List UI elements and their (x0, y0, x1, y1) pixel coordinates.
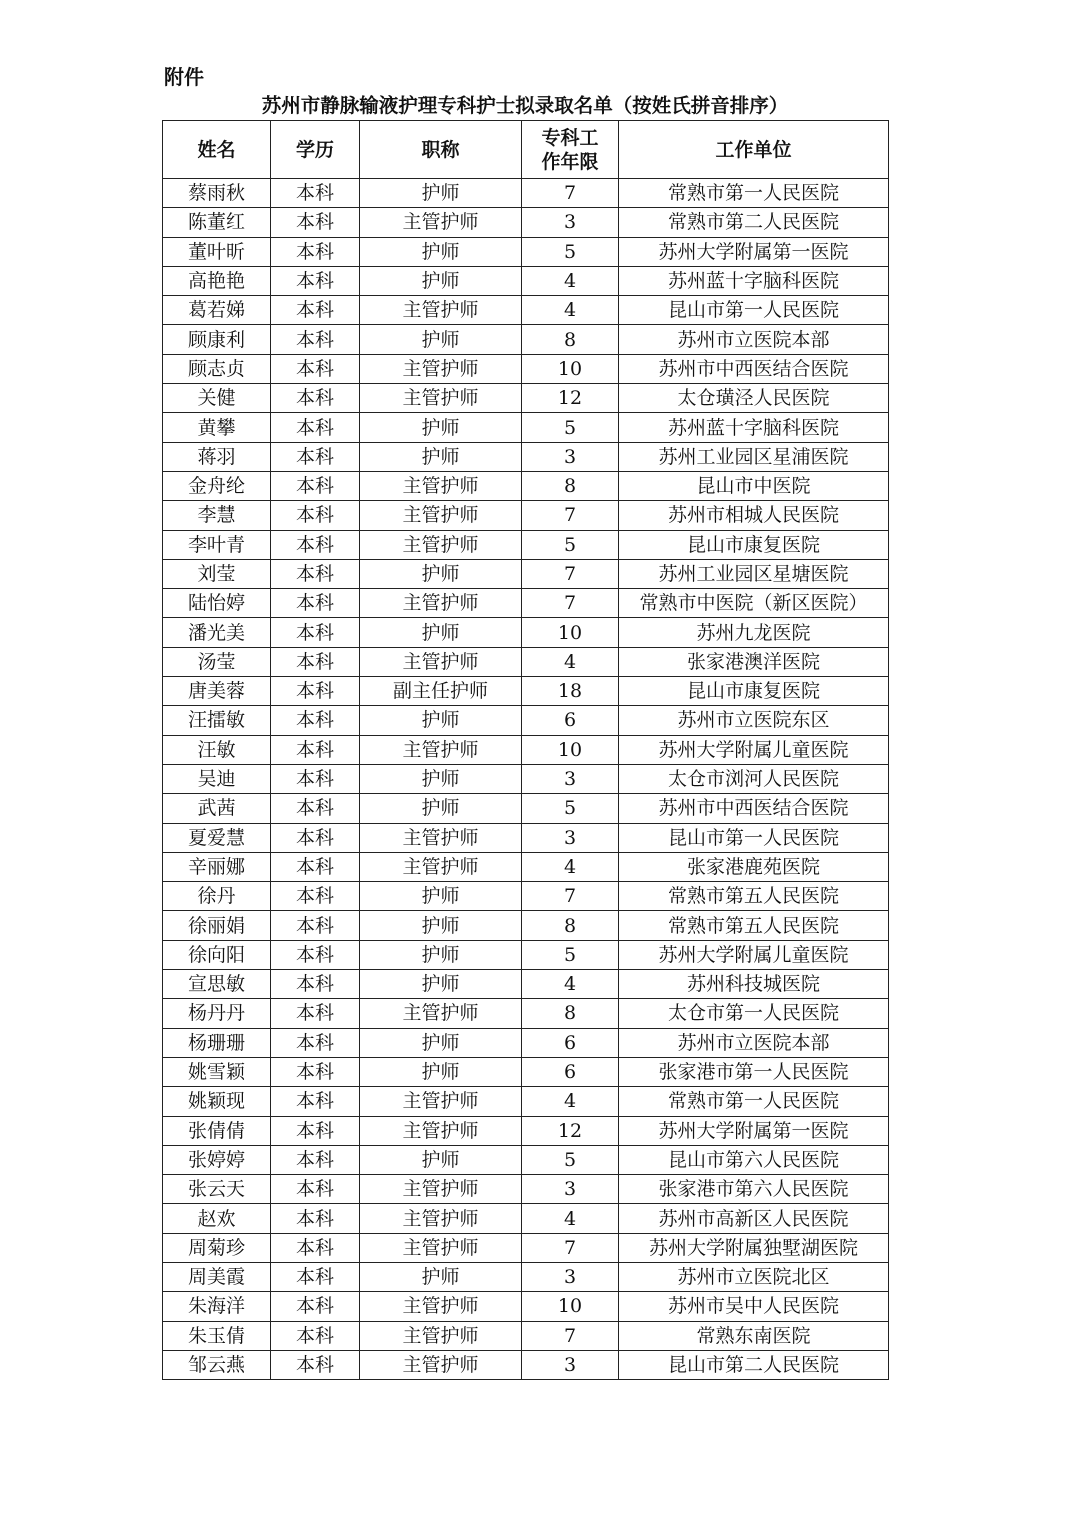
cell-years: 6 (522, 1057, 619, 1086)
attachment-label: 附件 (164, 65, 204, 89)
cell-title: 主管护师 (360, 852, 522, 881)
cell-education: 本科 (271, 559, 360, 588)
cell-education: 本科 (271, 618, 360, 647)
cell-unit: 张家港市第一人民医院 (619, 1057, 889, 1086)
cell-title: 护师 (360, 794, 522, 823)
cell-unit: 昆山市第二人民医院 (619, 1350, 889, 1379)
cell-name: 蔡雨秋 (163, 179, 271, 208)
cell-unit: 苏州市立医院本部 (619, 1028, 889, 1057)
cell-unit: 太仓市浏河人民医院 (619, 764, 889, 793)
cell-unit: 苏州蓝十字脑科医院 (619, 413, 889, 442)
table-row (163, 1292, 889, 1321)
cell-title: 护师 (360, 940, 522, 969)
header-years-line1: 专科工 (541, 126, 599, 149)
cell-title: 主管护师 (360, 589, 522, 618)
cell-years: 5 (522, 530, 619, 559)
cell-title: 主管护师 (360, 1292, 522, 1321)
cell-name: 张倩倩 (163, 1116, 271, 1145)
cell-years: 7 (522, 882, 619, 911)
table-row (163, 1350, 889, 1379)
header-unit: 工作单位 (619, 121, 889, 179)
cell-education: 本科 (271, 1204, 360, 1233)
cell-name: 辛丽娜 (163, 852, 271, 881)
cell-unit: 苏州市高新区人民医院 (619, 1204, 889, 1233)
cell-title: 护师 (360, 1028, 522, 1057)
cell-title: 护师 (360, 179, 522, 208)
table-row (163, 237, 889, 266)
cell-unit: 张家港澳洋医院 (619, 647, 889, 676)
table-row (163, 764, 889, 793)
cell-education: 本科 (271, 970, 360, 999)
cell-title: 护师 (360, 911, 522, 940)
cell-years: 7 (522, 1321, 619, 1350)
cell-years: 12 (522, 1116, 619, 1145)
cell-unit: 苏州大学附属独墅湖医院 (619, 1233, 889, 1262)
table-row (163, 1321, 889, 1350)
cell-years: 3 (522, 1175, 619, 1204)
cell-name: 顾康利 (163, 325, 271, 354)
cell-education: 本科 (271, 384, 360, 413)
cell-education: 本科 (271, 1262, 360, 1291)
table-row (163, 530, 889, 559)
cell-education: 本科 (271, 764, 360, 793)
cell-education: 本科 (271, 882, 360, 911)
cell-education: 本科 (271, 501, 360, 530)
header-years-line2: 作年限 (541, 150, 599, 173)
table-row (163, 384, 889, 413)
cell-name: 汪擂敏 (163, 706, 271, 735)
cell-title: 主管护师 (360, 1204, 522, 1233)
table-row (163, 1087, 889, 1116)
table-row (163, 1057, 889, 1086)
cell-title: 护师 (360, 237, 522, 266)
cell-unit: 昆山市康复医院 (619, 677, 889, 706)
cell-unit: 苏州大学附属儿童医院 (619, 940, 889, 969)
cell-title: 护师 (360, 1145, 522, 1174)
cell-title: 主管护师 (360, 1350, 522, 1379)
table-row (163, 296, 889, 325)
table-row (163, 823, 889, 852)
cell-title: 主管护师 (360, 296, 522, 325)
cell-name: 周美霞 (163, 1262, 271, 1291)
cell-education: 本科 (271, 530, 360, 559)
cell-unit: 常熟市第一人民医院 (619, 1087, 889, 1116)
cell-title: 护师 (360, 325, 522, 354)
table-row (163, 589, 889, 618)
cell-name: 关健 (163, 384, 271, 413)
cell-education: 本科 (271, 1292, 360, 1321)
cell-unit: 苏州大学附属第一医院 (619, 1116, 889, 1145)
cell-years: 7 (522, 501, 619, 530)
cell-years: 3 (522, 442, 619, 471)
table-row (163, 1028, 889, 1057)
table-row (163, 354, 889, 383)
cell-education: 本科 (271, 471, 360, 500)
cell-years: 6 (522, 1028, 619, 1057)
cell-years: 5 (522, 237, 619, 266)
cell-name: 董叶昕 (163, 237, 271, 266)
table-row (163, 911, 889, 940)
cell-education: 本科 (271, 208, 360, 237)
cell-name: 汪敏 (163, 735, 271, 764)
cell-title: 主管护师 (360, 501, 522, 530)
table-row (163, 325, 889, 354)
table-row (163, 940, 889, 969)
cell-name: 金舟纶 (163, 471, 271, 500)
cell-name: 高艳艳 (163, 266, 271, 295)
cell-unit: 太仓市第一人民医院 (619, 999, 889, 1028)
cell-years: 12 (522, 384, 619, 413)
cell-education: 本科 (271, 179, 360, 208)
cell-years: 5 (522, 794, 619, 823)
cell-years: 7 (522, 589, 619, 618)
cell-title: 护师 (360, 413, 522, 442)
cell-name: 李慧 (163, 501, 271, 530)
cell-years: 4 (522, 296, 619, 325)
table-body (163, 179, 889, 1380)
cell-title: 主管护师 (360, 647, 522, 676)
cell-unit: 苏州大学附属儿童医院 (619, 735, 889, 764)
cell-unit: 苏州科技城医院 (619, 970, 889, 999)
cell-unit: 常熟市第五人民医院 (619, 911, 889, 940)
cell-name: 李叶青 (163, 530, 271, 559)
cell-name: 赵欢 (163, 1204, 271, 1233)
cell-name: 张云天 (163, 1175, 271, 1204)
cell-education: 本科 (271, 1321, 360, 1350)
cell-name: 徐丽娟 (163, 911, 271, 940)
cell-education: 本科 (271, 354, 360, 383)
cell-years: 4 (522, 970, 619, 999)
cell-years: 3 (522, 764, 619, 793)
header-name: 姓名 (163, 121, 271, 179)
cell-education: 本科 (271, 735, 360, 764)
cell-years: 8 (522, 999, 619, 1028)
cell-unit: 苏州工业园区星塘医院 (619, 559, 889, 588)
cell-title: 主管护师 (360, 471, 522, 500)
cell-unit: 昆山市中医院 (619, 471, 889, 500)
cell-title: 护师 (360, 882, 522, 911)
cell-education: 本科 (271, 1028, 360, 1057)
table-row (163, 471, 889, 500)
cell-unit: 常熟市中医院（新区医院） (619, 589, 889, 618)
header-title: 职称 (360, 121, 522, 179)
cell-education: 本科 (271, 1175, 360, 1204)
cell-name: 姚颖现 (163, 1087, 271, 1116)
cell-education: 本科 (271, 677, 360, 706)
cell-unit: 常熟市第五人民医院 (619, 882, 889, 911)
cell-unit: 苏州市相城人民医院 (619, 501, 889, 530)
cell-unit: 昆山市第一人民医院 (619, 823, 889, 852)
cell-title: 护师 (360, 764, 522, 793)
cell-title: 主管护师 (360, 208, 522, 237)
document-title: 苏州市静脉输液护理专科护士拟录取名单（按姓氏拼音排序） (261, 94, 789, 117)
cell-education: 本科 (271, 794, 360, 823)
cell-name: 邹云燕 (163, 1350, 271, 1379)
cell-education: 本科 (271, 1145, 360, 1174)
cell-unit: 苏州大学附属第一医院 (619, 237, 889, 266)
table-row (163, 442, 889, 471)
cell-name: 刘莹 (163, 559, 271, 588)
cell-unit: 常熟市第一人民医院 (619, 179, 889, 208)
cell-unit: 昆山市第六人民医院 (619, 1145, 889, 1174)
cell-name: 张婷婷 (163, 1145, 271, 1174)
cell-unit: 太仓璜泾人民医院 (619, 384, 889, 413)
cell-title: 护师 (360, 1057, 522, 1086)
cell-title: 护师 (360, 970, 522, 999)
cell-title: 主管护师 (360, 354, 522, 383)
cell-title: 护师 (360, 559, 522, 588)
table-row (163, 1204, 889, 1233)
cell-years: 10 (522, 1292, 619, 1321)
cell-education: 本科 (271, 325, 360, 354)
cell-years: 3 (522, 208, 619, 237)
table-row (163, 559, 889, 588)
cell-name: 杨丹丹 (163, 999, 271, 1028)
cell-name: 朱玉倩 (163, 1321, 271, 1350)
cell-years: 5 (522, 413, 619, 442)
table-row (163, 677, 889, 706)
table-row (163, 266, 889, 295)
cell-education: 本科 (271, 1057, 360, 1086)
cell-title: 护师 (360, 618, 522, 647)
cell-title: 主管护师 (360, 1087, 522, 1116)
table-row (163, 413, 889, 442)
cell-name: 蒋羽 (163, 442, 271, 471)
cell-name: 黄攀 (163, 413, 271, 442)
cell-years: 8 (522, 471, 619, 500)
table-row (163, 501, 889, 530)
table-row (163, 618, 889, 647)
cell-education: 本科 (271, 1116, 360, 1145)
table-row (163, 647, 889, 676)
cell-name: 葛若娣 (163, 296, 271, 325)
cell-unit: 常熟市第二人民医院 (619, 208, 889, 237)
cell-years: 4 (522, 1204, 619, 1233)
table-row (163, 706, 889, 735)
cell-unit: 常熟东南医院 (619, 1321, 889, 1350)
cell-title: 护师 (360, 442, 522, 471)
cell-years: 5 (522, 1145, 619, 1174)
cell-education: 本科 (271, 1087, 360, 1116)
cell-title: 主管护师 (360, 1116, 522, 1145)
cell-title: 主管护师 (360, 823, 522, 852)
cell-title: 主管护师 (360, 1321, 522, 1350)
cell-unit: 苏州蓝十字脑科医院 (619, 266, 889, 295)
cell-years: 4 (522, 266, 619, 295)
cell-title: 护师 (360, 266, 522, 295)
table-row (163, 1233, 889, 1262)
cell-unit: 苏州九龙医院 (619, 618, 889, 647)
table-header-row (163, 121, 889, 179)
cell-education: 本科 (271, 589, 360, 618)
table-row (163, 1116, 889, 1145)
cell-title: 主管护师 (360, 1233, 522, 1262)
cell-unit: 苏州市中西医结合医院 (619, 794, 889, 823)
table-row (163, 1145, 889, 1174)
cell-years: 3 (522, 823, 619, 852)
cell-name: 杨珊珊 (163, 1028, 271, 1057)
cell-education: 本科 (271, 266, 360, 295)
cell-name: 徐向阳 (163, 940, 271, 969)
cell-unit: 苏州市中西医结合医院 (619, 354, 889, 383)
cell-unit: 昆山市康复医院 (619, 530, 889, 559)
cell-years: 7 (522, 1233, 619, 1262)
cell-unit: 昆山市第一人民医院 (619, 296, 889, 325)
cell-name: 陆怡婷 (163, 589, 271, 618)
cell-name: 宣思敏 (163, 970, 271, 999)
cell-name: 周菊珍 (163, 1233, 271, 1262)
cell-education: 本科 (271, 911, 360, 940)
cell-title: 主管护师 (360, 999, 522, 1028)
cell-unit: 苏州市吴中人民医院 (619, 1292, 889, 1321)
table-row (163, 970, 889, 999)
table-row (163, 1262, 889, 1291)
cell-years: 4 (522, 647, 619, 676)
cell-years: 3 (522, 1262, 619, 1291)
cell-years: 7 (522, 179, 619, 208)
cell-education: 本科 (271, 296, 360, 325)
cell-years: 8 (522, 325, 619, 354)
cell-years: 10 (522, 735, 619, 764)
cell-education: 本科 (271, 999, 360, 1028)
cell-unit: 苏州市立医院本部 (619, 325, 889, 354)
cell-title: 护师 (360, 706, 522, 735)
cell-title: 副主任护师 (360, 677, 522, 706)
cell-title: 主管护师 (360, 530, 522, 559)
cell-education: 本科 (271, 1350, 360, 1379)
cell-title: 主管护师 (360, 384, 522, 413)
cell-education: 本科 (271, 852, 360, 881)
table-row (163, 735, 889, 764)
cell-name: 汤莹 (163, 647, 271, 676)
cell-education: 本科 (271, 1233, 360, 1262)
cell-years: 3 (522, 1350, 619, 1379)
cell-name: 夏爱慧 (163, 823, 271, 852)
table-row (163, 179, 889, 208)
cell-unit: 苏州市立医院北区 (619, 1262, 889, 1291)
table-row (163, 852, 889, 881)
cell-education: 本科 (271, 442, 360, 471)
cell-title: 主管护师 (360, 735, 522, 764)
cell-title: 主管护师 (360, 1175, 522, 1204)
cell-name: 吴迪 (163, 764, 271, 793)
admission-list-table (162, 120, 889, 1380)
cell-name: 朱海洋 (163, 1292, 271, 1321)
cell-years: 8 (522, 911, 619, 940)
table-row (163, 794, 889, 823)
cell-unit: 张家港鹿苑医院 (619, 852, 889, 881)
table-row (163, 999, 889, 1028)
cell-education: 本科 (271, 823, 360, 852)
cell-name: 武茜 (163, 794, 271, 823)
cell-education: 本科 (271, 237, 360, 266)
table-row (163, 208, 889, 237)
cell-name: 顾志贞 (163, 354, 271, 383)
cell-years: 7 (522, 559, 619, 588)
cell-name: 徐丹 (163, 882, 271, 911)
header-years (522, 121, 619, 179)
cell-name: 姚雪颖 (163, 1057, 271, 1086)
table-row (163, 1175, 889, 1204)
cell-years: 5 (522, 940, 619, 969)
cell-unit: 苏州工业园区星浦医院 (619, 442, 889, 471)
table-row (163, 882, 889, 911)
header-education: 学历 (271, 121, 360, 179)
cell-education: 本科 (271, 413, 360, 442)
cell-name: 唐美蓉 (163, 677, 271, 706)
cell-title: 护师 (360, 1262, 522, 1291)
cell-education: 本科 (271, 647, 360, 676)
cell-years: 10 (522, 354, 619, 383)
cell-education: 本科 (271, 940, 360, 969)
cell-unit: 张家港市第六人民医院 (619, 1175, 889, 1204)
cell-years: 4 (522, 1087, 619, 1116)
cell-name: 陈董红 (163, 208, 271, 237)
cell-years: 18 (522, 677, 619, 706)
cell-years: 10 (522, 618, 619, 647)
cell-name: 潘光美 (163, 618, 271, 647)
cell-years: 6 (522, 706, 619, 735)
cell-years: 4 (522, 852, 619, 881)
cell-unit: 苏州市立医院东区 (619, 706, 889, 735)
cell-education: 本科 (271, 706, 360, 735)
